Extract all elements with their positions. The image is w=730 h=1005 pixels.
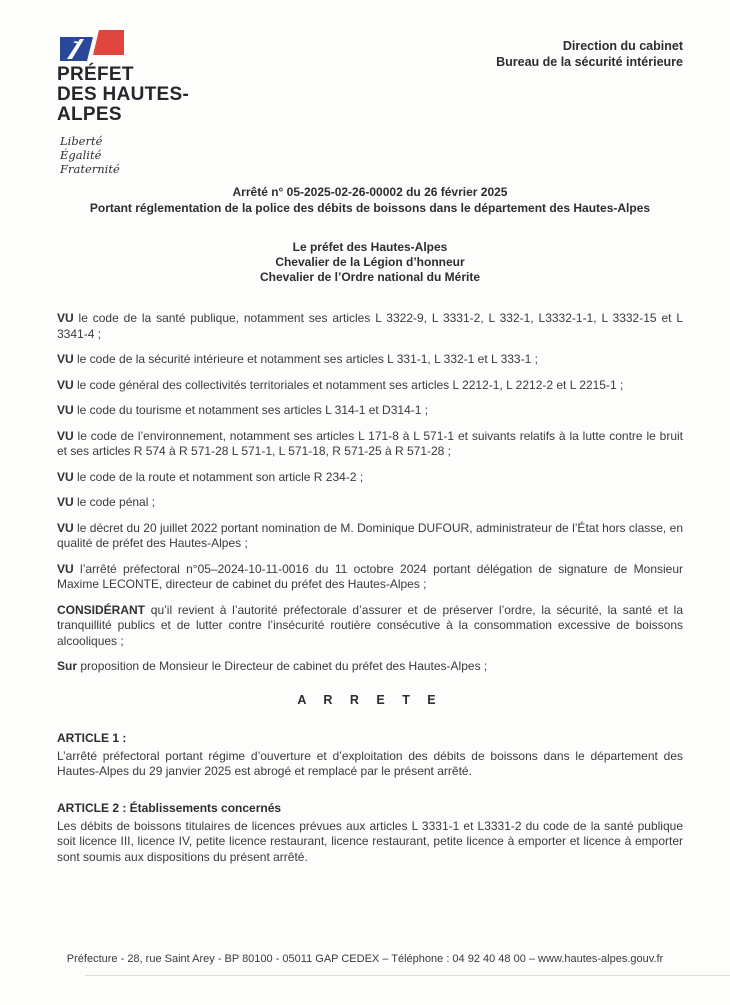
french-flag-marianne-icon — [59, 30, 127, 61]
document-title — [57, 184, 683, 216]
article-1 — [57, 731, 683, 780]
article-1-body: L’arrêté préfectoral portant régime d’ouverture et d’exploitation des débits de boissons dans le département des Hautes-Alpes du 29 janvier 2025 est abrogé et remplacé par le présent arrêté. — [57, 748, 683, 778]
scan-artifact-line — [85, 975, 730, 976]
recital-vu-route: VU le code de la route et notamment son article R 234-2 ; — [57, 469, 364, 484]
article-2 — [57, 801, 683, 866]
republic-motto — [57, 134, 317, 176]
recital-vu-decret-nomination: VU le décret du 20 juillet 2022 portant nomination de M. Dominique DUFOUR, administrateur de l’État hors classe, en qualité de préfet des Hautes-Alpes ; — [57, 520, 683, 550]
recital-considerant: CONSIDÉRANT qu’il revient à l’autorité préfectorale d’assurer et de préserver l’ordre, la sécurité, la santé et la tranquillité publics et de lutter contre l’insécurité routière consécutive à la consommation excessive de boissons alcooliques ; — [57, 602, 683, 648]
wordmark-line: ALPES — [57, 104, 122, 125]
title-number-date: Arrêté n° 05-2025-02-26-00002 du 26 février 2025 — [232, 185, 508, 199]
recital-vu-tourisme: VU le code du tourisme et notamment ses articles L 314-1 et D314-1 ; — [57, 403, 429, 417]
title-subject: Portant réglementation de la police des débits de boissons dans le département des Hautes-Alpes — [89, 201, 651, 215]
prefet-wordmark — [57, 65, 317, 125]
service-bureau: Bureau de la sécurité intérieure — [496, 55, 683, 69]
arrete-heading: A R R E T E — [297, 692, 443, 707]
wordmark-line: DES HAUTES- — [57, 84, 190, 105]
authority-block — [57, 240, 683, 285]
article-1-heading: ARTICLE 1 : — [57, 730, 127, 745]
motto-line: Égalité — [60, 148, 102, 162]
recital-vu-environnement: VU le code de l’environnement, notamment ses articles L 171-8 à L 571-1 et suivants relatifs à la lutte contre le bruit et ses articles R 574 à R 571-28 L 571-1, L 571-18, R 571-25 à R 571-28 ; — [57, 428, 683, 458]
motto-line: Fraternité — [60, 162, 120, 176]
recital-vu-sante-publique: VU le code de la santé publique, notamment ses articles L 3322-9, L 3331-2, L 332-1, L3332-1-1, L 3332-15 et L 3341-4 ; — [57, 311, 683, 341]
recital-vu-penal: VU le code pénal ; — [57, 495, 156, 509]
document-header — [57, 30, 683, 176]
recital-vu-securite-interieure: VU le code de la sécurité intérieure et notamment ses articles L 331-1, L 332-1 et L 333-1 ; — [57, 352, 538, 366]
recitals-section — [57, 311, 683, 675]
recital-sur-proposition: Sur proposition de Monsieur le Directeur de cabinet du préfet des Hautes-Alpes ; — [57, 659, 488, 673]
article-2-body: Les débits de boissons titulaires de licences prévues aux articles L 3331-1 et L3331-2 du code de la santé publique soit licence III, licence IV, petite licence restaurant, licence restaurant, petite licence à emporter et licence à emporter sont soumis aux dispositions du présent arrêté. — [57, 818, 683, 864]
article-2-heading: ARTICLE 2 : Établissements concernés — [57, 800, 282, 815]
wordmark-line: PRÉFET — [57, 64, 134, 85]
authority-line: Le préfet des Hautes-Alpes — [292, 240, 448, 254]
recital-vu-delegation-signature: VU l’arrêté préfectoral n°05–2024-10-11-0016 du 11 octobre 2024 portant délégation de signature de Monsieur Maxime LECONTE, directeur de cabinet du préfet des Hautes-Alpes ; — [57, 561, 683, 591]
authority-line: Chevalier de l’Ordre national du Mérite — [259, 270, 481, 284]
service-direction: Direction du cabinet — [562, 39, 683, 53]
recital-vu-collectivites: VU le code général des collectivités territoriales et notamment ses articles L 2212-1, L 2212-2 et L 2215-1 ; — [57, 377, 624, 392]
footer-address: Préfecture - 28, rue Saint Arey - BP 80100 - 05011 GAP CEDEX – Téléphone : 04 92 40 48 00 – www.hautes-alpes.gouv.fr — [66, 953, 664, 965]
prefecture-logo-block — [57, 30, 317, 176]
motto-line: Liberté — [60, 134, 103, 148]
issuing-service — [496, 38, 683, 70]
authority-line: Chevalier de la Légion d’honneur — [275, 255, 465, 269]
